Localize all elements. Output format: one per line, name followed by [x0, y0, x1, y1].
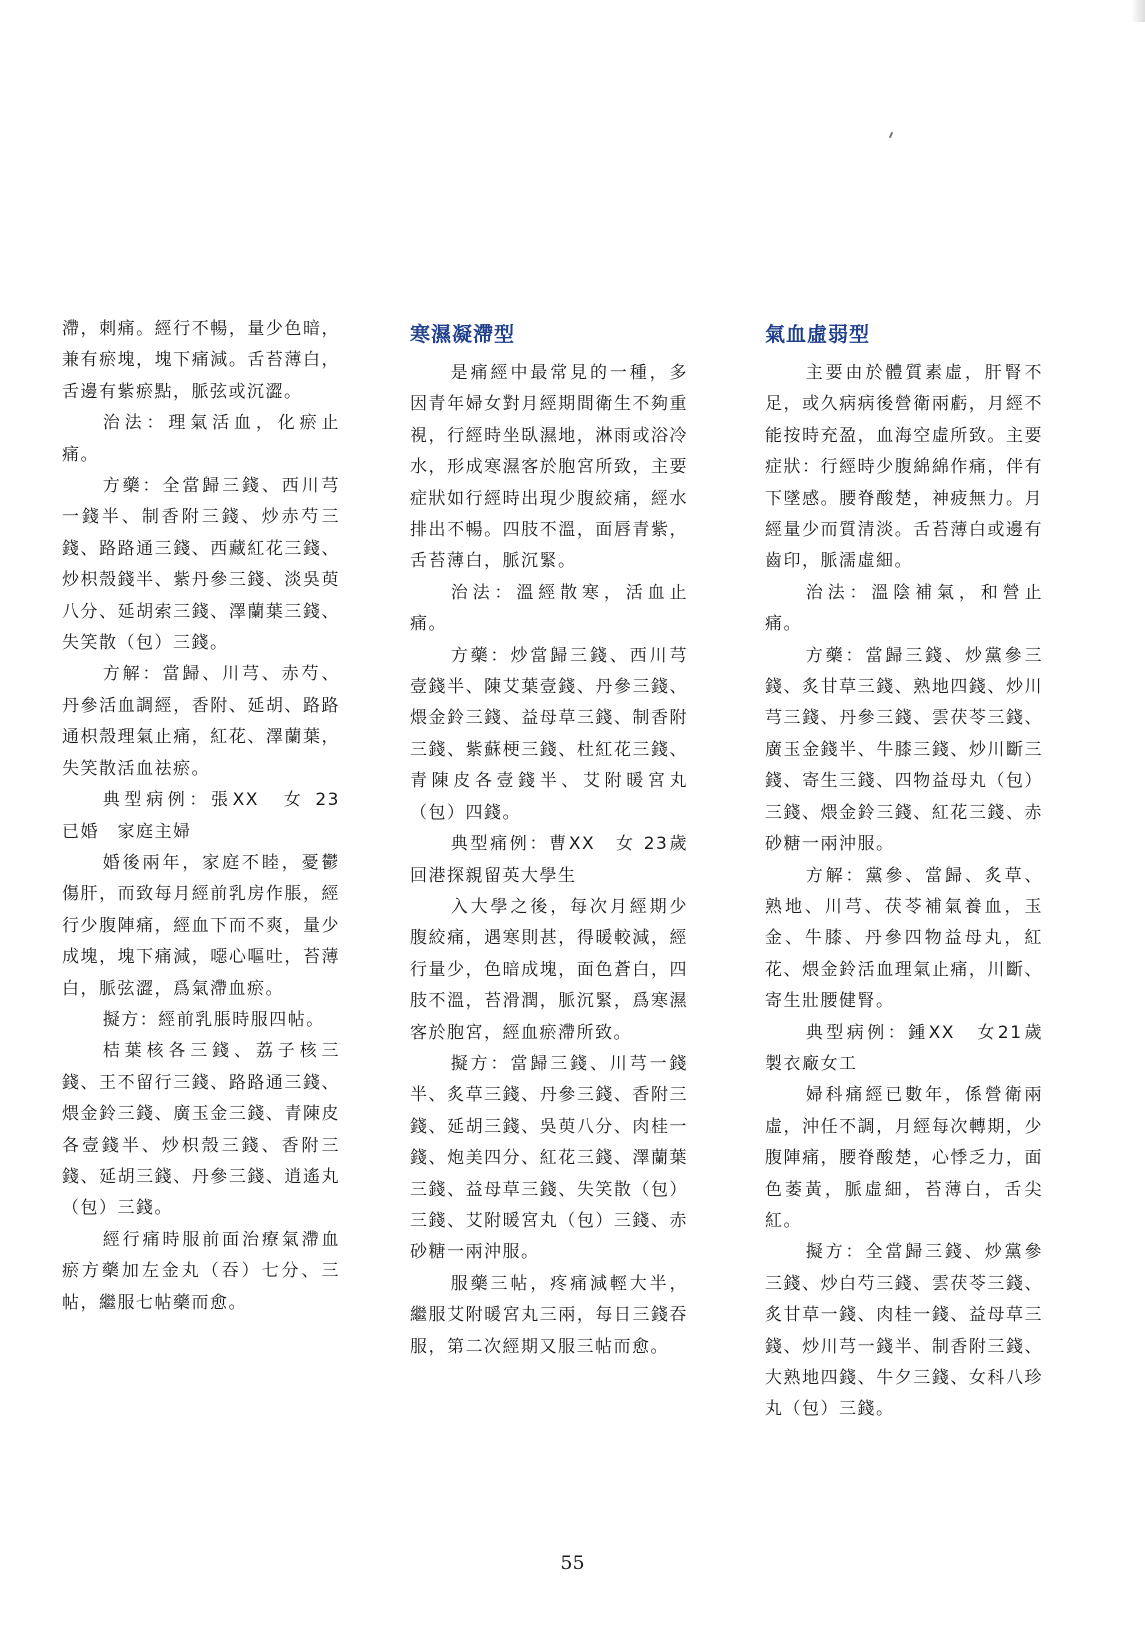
paragraph: 桔葉核各三錢、荔子核三錢、王不留行三錢、路路通三錢、煨金鈴三錢、廣玉金三錢、青陳皮各壹錢半、炒枳殼三錢、香附三錢、延胡三錢、丹參三錢、逍遙丸（包）三錢。 [62, 1041, 340, 1219]
paragraph: 服藥三帖，疼痛減輕大半，繼服艾附暖宮丸三兩，每日三錢吞服，第二次經期又服三帖而愈。 [410, 1273, 688, 1357]
paragraph: 擬方：當歸三錢、川芎一錢半、炙草三錢、丹參三錢、香附三錢、延胡三錢、吳萸八分、肉桂一錢、炮美四分、紅花三錢、澤蘭葉三錢、益母草三錢、失笑散（包）三錢、艾附暖宮丸（包）三錢、赤砂糖一兩沖服。 [410, 1053, 688, 1263]
paragraph: 主要由於體質素虛，肝腎不足，或久病病後營衛兩虧，月經不能按時充盈，血海空虛所致。主要症狀：行經時少腹綿綿作痛，伴有下墜感。腰脊酸楚，神疲無力。月經量少而質清淡。舌苔薄白或邊有齒印，脈濡虛細。 [765, 363, 1043, 572]
scan-speck [889, 132, 893, 138]
paragraph: 治法：溫陰補氣，和營止痛。 [765, 582, 1043, 635]
paragraph: 方藥：炒當歸三錢、西川芎壹錢半、陳艾葉壹錢、丹參三錢、煨金鈴三錢、益母草三錢、制香附三錢、紫蘇梗三錢、杜紅花三錢、青陳皮各壹錢半、艾附暖宮丸（包）四錢。 [410, 645, 688, 823]
page-number: 55 [560, 1552, 585, 1574]
paragraph: 方解：黨參、當歸、炙草、熟地、川芎、茯苓補氣養血，玉金、牛膝、丹參四物益母丸，紅花、煨金鈴活血理氣止痛，川斷、寄生壯腰健腎。 [765, 865, 1043, 1012]
paragraph: 婦科痛經已數年，係營衛兩虛，沖任不調，月經每次轉期，少腹陣痛，腰脊酸楚，心悸乏力，面色萎黃，脈虛細，苔薄白，舌尖紅。 [765, 1085, 1043, 1231]
column-1 [62, 314, 359, 1319]
paragraph: 婚後兩年，家庭不睦，憂鬱傷肝，而致每月經前乳房作脹，經行少腹陣痛，經血下而不爽，量少成塊，塊下痛減，噁心嘔吐，苔薄白，脈弦澀，爲氣滯血瘀。 [62, 852, 340, 999]
paragraph: 入大學之後，每次月經期少腹絞痛，遇寒則甚，得暖較減，經行量少，色暗成塊，面色蒼白，四肢不溫，苔滑潤，脈沉緊，爲寒濕客於胞宮，經血瘀滯所致。 [410, 896, 688, 1043]
paragraph: 擬方：全當歸三錢、炒黨參三錢、炒白芍三錢、雲茯苓三錢、炙甘草一錢、肉桂一錢、益母草三錢、炒川芎一錢半、制香附三錢、大熟地四錢、牛夕三錢、女科八珍丸（包）三錢。 [765, 1242, 1043, 1420]
paragraph: 方藥：全當歸三錢、西川芎一錢半、制香附三錢、炒赤芍三錢、路路通三錢、西藏紅花三錢、炒枳殼錢半、紫丹參三錢、淡吳萸八分、延胡索三錢、澤蘭葉三錢、失笑散（包）三錢。 [62, 476, 340, 654]
paragraph: 典型痛例：曹XX 女 23歲 回港探親留英大學生 [410, 834, 707, 886]
section-heading-cold-damp: 寒濕凝滯型 [410, 322, 515, 346]
paragraph: 經行痛時服前面治療氣滯血瘀方藥加左金丸（吞）七分、三帖，繼服七帖藥而愈。 [62, 1229, 340, 1313]
paragraph: 治法：溫經散寒，活血止痛。 [410, 582, 688, 635]
column-3 [765, 318, 1062, 1426]
paragraph: 是痛經中最常見的一種，多因青年婦女對月經期間衛生不夠重視，行經時坐臥濕地，淋雨或浴冷水，形成寒濕客於胞宮所致，主要症狀如行經時出現少腹絞痛，經水排出不暢。四肢不溫，面唇青紫，舌苔薄白，脈沉緊。 [410, 363, 688, 572]
paragraph: 方解：當歸、川芎、赤芍、丹參活血調經，香附、延胡、路路通枳殼理氣止痛，紅花、澤蘭葉，失笑散活血祛瘀。 [62, 664, 340, 779]
paragraph: 典型病例：張XX 女 23 已婚 家庭主婦 [62, 790, 359, 842]
section-heading-qi-blood-deficiency: 氣血虛弱型 [765, 322, 870, 346]
scan-edge-mark [1131, 0, 1145, 22]
paragraph: 治法：理氣活血，化瘀止痛。 [62, 413, 340, 465]
paragraph: 擬方：經前乳脹時服四帖。 [102, 1009, 325, 1030]
paragraph: 方藥：當歸三錢、炒黨參三錢、炙甘草三錢、熟地四錢、炒川芎三錢、丹參三錢、雲茯苓三錢、廣玉金錢半、牛膝三錢、炒川斷三錢、寄生三錢、四物益母丸（包）三錢、煨金鈴三錢、紅花三錢、赤砂糖一兩沖服。 [765, 645, 1043, 855]
column-2 [410, 318, 707, 1363]
paragraph: 典型病例：鍾XX 女21歲 製衣廠女工 [765, 1022, 1062, 1074]
paragraph: 滯，刺痛。經行不暢，量少色暗，兼有瘀塊，塊下痛減。舌苔薄白，舌邊有紫瘀點，脈弦或沉澀。 [62, 319, 340, 402]
